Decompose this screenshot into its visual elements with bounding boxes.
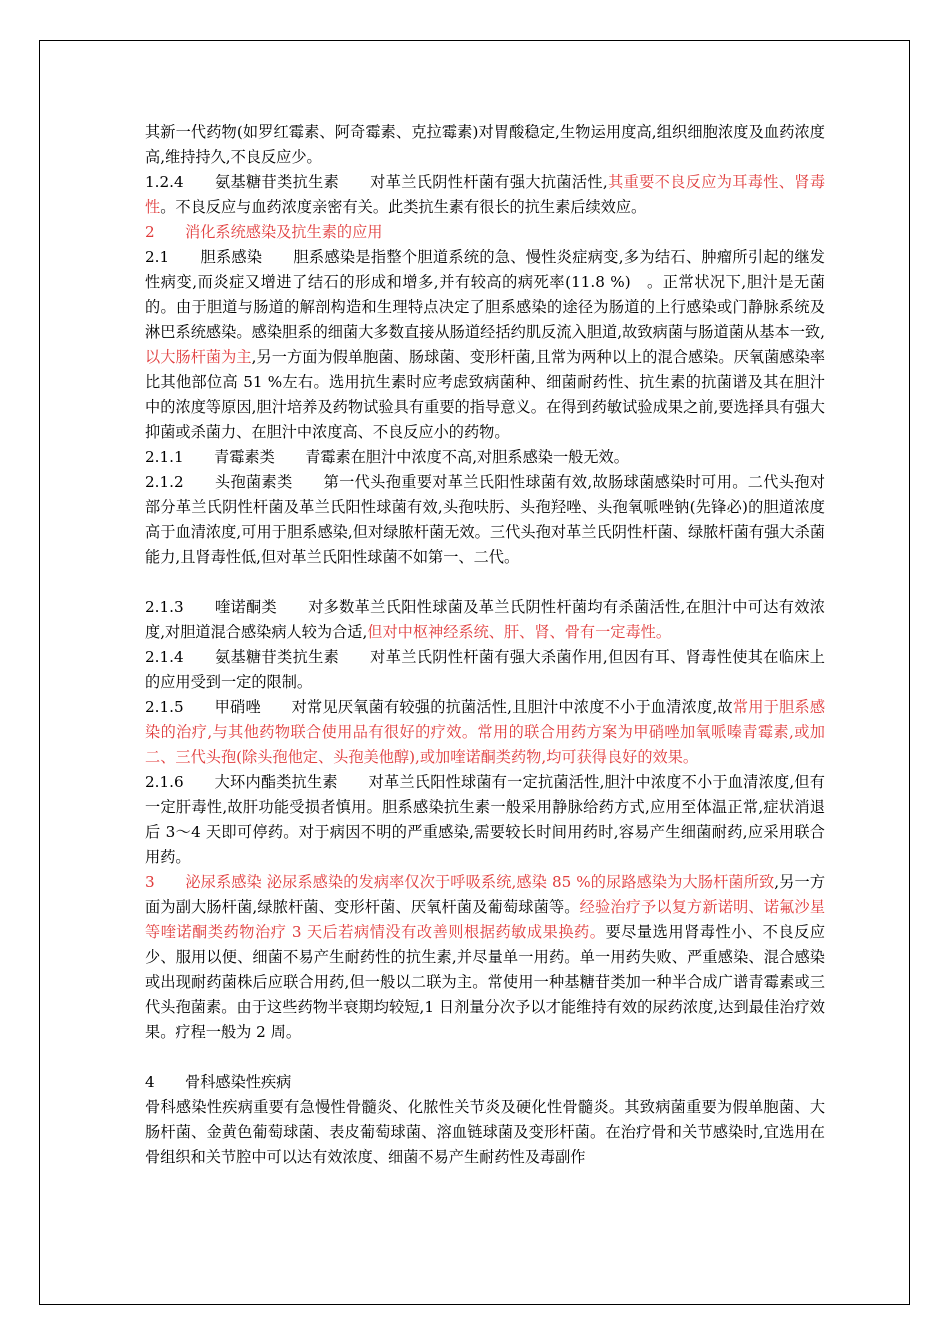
text: ,另一方面为副大肠杆菌,绿脓杆菌、变形杆菌、厌氧杆菌及葡萄球菌等。 xyxy=(145,873,826,916)
text: 。不良反应与血药浓度亲密有关。此类抗生素有很长的抗生素后续效应。 xyxy=(160,198,647,216)
spacer xyxy=(145,570,825,595)
highlight-text: 其重要不良反应为耳毒性、肾毒性 xyxy=(145,173,826,216)
highlight-text: ,或加喹诺酮类药物,均可获得良好的效果。 xyxy=(415,748,699,766)
paragraph-quinolones xyxy=(145,595,825,645)
text: 1.2.4 氨基糖苷类抗生素 对革兰氏阴性杆菌有强大抗菌活性, xyxy=(145,173,608,191)
section-heading-2: 2 消化系统感染及抗生素的应用 xyxy=(145,223,383,241)
highlight-text: 以大肠杆菌为主 xyxy=(145,348,252,366)
paragraph-aminoglycosides-2: 2.1.4 氨基糖苷类抗生素 对革兰氏阴性杆菌有强大杀菌作用,但因有耳、肾毒性使其在临床上的应用受到一定的限制。 xyxy=(145,648,825,691)
paragraph-metronidazole xyxy=(145,695,825,770)
paragraph-aminoglycosides xyxy=(145,170,825,220)
paragraph-urinary-infection xyxy=(145,870,825,1045)
paragraph-macrolides-2: 2.1.6 大环内酯类抗生素 对革兰氏阳性球菌有一定抗菌活性,胆汁中浓度不小于血清浓度,但有一定肝毒性,故肝功能受损者慎用。胆系感染抗生素一般采用静脉给药方式,应用至体温正常,症状消退后 3～4 天即可停药。对于病因不明的严重感染,需要较长时间用药时,容易产生细菌耐药,应采用联合用药。 xyxy=(145,773,825,866)
text: ,另一方面为假单胞菌、肠球菌、变形杆菌,且常为两种以上的混合感染。厌氧菌感染率比其他部位高 51 %左右。选用抗生素时应考虑致病菌种、细菌耐药性、抗生素的抗菌谱及其在胆汁中的浓度等原因,胆汁培养及药物试验具有重要的指导意义。在得到药敏试验成果之前,要选择具有强大抑菌或杀菌力、在胆汁中浓度高、不良反应小的药物。 xyxy=(145,348,826,441)
spacer xyxy=(145,1045,825,1070)
text: 2.1 胆系感染 胆系感染是指整个胆道系统的急、慢性炎症病变,多为结石、肿瘤所引起的继发性病变,而炎症又增进了结石的形成和增多,并有较高的病死率(11.8 %) 。正常状况下,胆汁是无菌的。由于胆道与肠道的解剖构造和生理特点决定了胆系感染的途径为肠道的上行感染或门静脉系统及淋巴系统感染。感染胆系的细菌大多数直接从肠道经括约肌反流入胆道,故致病菌与肠道菌从基本一致, xyxy=(145,248,825,341)
paragraph-cephalosporins: 2.1.2 头孢菌素类 第一代头孢重要对革兰氏阳性球菌有效,故肠球菌感染时可用。二代头孢对部分革兰氏阴性杆菌及革兰氏阳性球菌有效,头孢呋肟、头孢羟唑、头孢氧哌唑钠(先锋必)的胆道浓度高于血清浓度,可用于胆系感染,但对绿脓杆菌无效。三代头孢对革兰氏阴性杆菌、绿脓杆菌有强大杀菌能力,且肾毒性低,但对革兰氏阳性球菌不如第一、二代。 xyxy=(145,473,825,566)
text: 2.1.3 喹诺酮类 对多数革兰氏阳性球菌及革兰氏阴性杆菌均有杀菌活性,在胆汁中可达有效浓度,对胆道混合感染病人较为合适, xyxy=(145,598,825,641)
highlight-text: 但对中枢神经系统、肝、肾、骨有一定毒性。 xyxy=(367,623,672,641)
highlight-text: 常用于胆系感染的治疗,与其他药物联合使用品有很好的疗效。常用的联合用药方案为甲硝唑加氧哌嗪青霉素,或加二、三代头孢(除头孢他定、头孢美他醇) xyxy=(145,698,826,766)
paragraph-biliary-infection xyxy=(145,245,825,445)
highlight-text: 经验治疗予以复方新诺明、诺氟沙星等喹诺酮类药物治疗 3 天后若病情没有改善则根据药敏成果换药。 xyxy=(145,898,826,941)
document-body xyxy=(145,120,825,1170)
paragraph-macrolides: 其新一代药物(如罗红霉素、阿奇霉素、克拉霉素)对胃酸稳定,生物运用度高,组织细胞浓度及血药浓度高,维持持久,不良反应少。 xyxy=(145,123,825,166)
text: 2.1.5 甲硝唑 对常见厌氧菌有较强的抗菌活性,且胆汁中浓度不小于血清浓度,故 xyxy=(145,698,733,716)
paragraph-orthopedic-infection: 骨科感染性疾病重要有急慢性骨髓炎、化脓性关节炎及硬化性骨髓炎。其致病菌重要为假单胞菌、大肠杆菌、金黄色葡萄球菌、表皮葡萄球菌、溶血链球菌及变形杆菌。在治疗骨和关节感染时,宜选用在骨组织和关节腔中可以达有效浓度、细菌不易产生耐药性及毒副作 xyxy=(145,1098,825,1166)
paragraph-penicillins: 2.1.1 青霉素类 青霉素在胆汁中浓度不高,对胆系感染一般无效。 xyxy=(145,448,629,466)
text: 要尽量选用肾毒性小、不良反应少、服用以便、细菌不易产生耐药性的抗生素,并尽量单一用药。单一用药失败、严重感染、混合感染或出现耐药菌株后应联合用药,但一般以二联为主。常使用一种基糖苷类加一种半合成广谱青霉素或三代头孢菌素。由于这些药物半衰期均较短,1 日剂量分次予以才能维持有效的尿药浓度,达到最佳治疗效果。疗程一般为 2 周。 xyxy=(145,923,826,1041)
section-heading-4: 4 骨科感染性疾病 xyxy=(145,1073,292,1091)
section-heading-3: 3 泌尿系感染 泌尿系感染的发病率仅次于呼吸系统,感染 85 %的尿路感染为大肠杆菌所致 xyxy=(145,873,775,891)
